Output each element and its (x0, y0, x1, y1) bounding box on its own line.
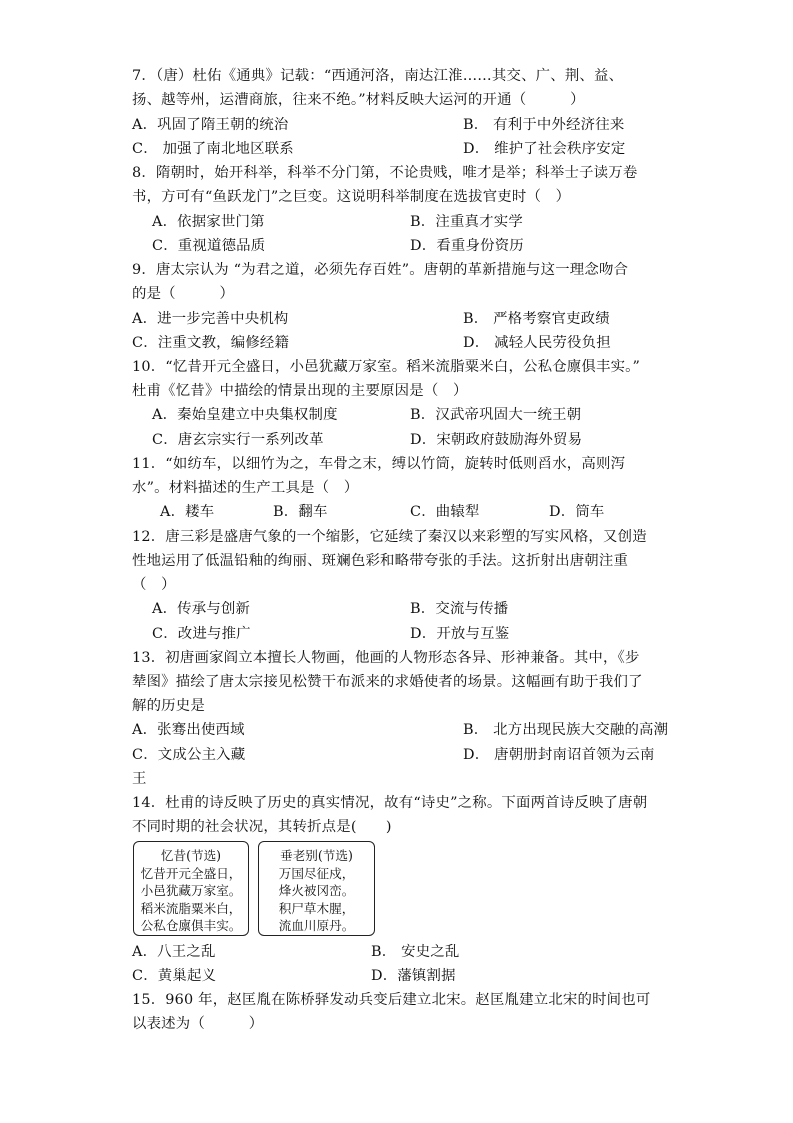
poem-line: 流血川原丹。 (278, 918, 355, 933)
q11-option-a: A．耧车 (160, 504, 215, 520)
q14-stem-line1: 14．杜甫的诗反映了历史的真实情况，故有“诗史”之称。下面两首诗反映了唐朝 (132, 795, 648, 811)
poem-line: 小邑犹藏万家室。 (140, 883, 242, 898)
q7-option-a: A．巩固了隋王朝的统治 (132, 117, 289, 133)
q7-stem-line1: 7．（唐）杜佑《通典》记载：“西通河洛，南达江淮……其交、广、荆、益、 (132, 68, 624, 84)
q13-option-c: C．文成公主入藏 (132, 747, 246, 763)
q10-option-c: C．唐玄宗实行一系列改革 (152, 432, 324, 448)
q10-option-a: A．秦始皇建立中央集权制度 (152, 407, 338, 423)
q11-option-d: D．筒车 (549, 504, 605, 520)
q14-option-c: C．黄巢起义 (132, 968, 217, 984)
q15-stem-line1: 15．960 年，赵匡胤在陈桥驿发动兵变后建立北宋。赵匡胤建立北宋的时间也可 (132, 992, 651, 1008)
poem-line: 稻米流脂粟米白， (140, 900, 242, 916)
q9-option-c: C．注重文教，编修经籍 (132, 335, 290, 351)
q8-option-b: B．注重真才实学 (410, 214, 523, 230)
q9-stem-line2: 的是（ ） (132, 286, 235, 302)
q9-option-a: A．进一步完善中央机构 (132, 311, 289, 327)
q7-option-c: C． 加强了南北地区联系 (132, 141, 294, 157)
q12-stem-line2: 性地运用了低温铅釉的绚丽、斑斓色彩和略带夸张的手法。这折射出唐朝注重 (132, 553, 629, 569)
q13-option-d-continued: 王 (132, 771, 147, 787)
poem-line: 公私仓廪俱丰实。 (140, 918, 242, 933)
q8-option-d: D．看重身份资历 (410, 238, 524, 254)
q10-stem-line2: 杜甫《忆昔》中描绘的情景出现的主要原因是（ ） (132, 383, 468, 399)
q13-stem-line1: 13．初唐画家阎立本擅长人物画，他画的人物形态各异、形神兼备。其中，《步 (132, 650, 640, 666)
q10-stem-line1: 10．“忆昔开元全盛日，小邑犹藏万家室。稻米流脂粟米白，公私仓廪俱丰实。” (132, 359, 641, 375)
poem-line: 烽火被冈峦。 (278, 883, 355, 898)
q7-option-b: B． 有利于中外经济往来 (463, 117, 625, 133)
poem-box-yixi (133, 841, 249, 936)
q9-option-b: B． 严格考察官吏政绩 (463, 311, 610, 327)
q14-stem-line2: 不同时期的社会状况，其转折点是( ) (132, 819, 392, 835)
q14-option-a: A．八王之乱 (132, 944, 216, 960)
q13-option-d: D． 唐朝册封南诏首领为云南 (463, 747, 655, 763)
q11-option-b: B．翻车 (273, 504, 328, 520)
q13-option-b: B． 北方出现民族大交融的高潮 (463, 722, 669, 738)
q7-option-d: D． 维护了社会秩序安定 (463, 141, 626, 157)
q14-option-d: D．藩镇割据 (371, 968, 456, 984)
q11-option-c: C．曲辕犁 (410, 504, 480, 520)
q8-option-a: A．依据家世门第 (152, 214, 265, 230)
q9-stem-line1: 9．唐太宗认为 “为君之道，必须先存百姓”。唐朝的革新措施与这一理念吻合 (132, 262, 629, 278)
q7-stem-line2: 扬、越等州，运漕商旅，往来不绝。”材料反映大运河的开通（ ） (132, 92, 585, 108)
poem-line: 积尸草木腥， (278, 900, 355, 916)
q13-stem-line3: 解的历史是 (132, 698, 205, 714)
q12-stem-line1: 12．唐三彩是盛唐气象的一个缩影，它延续了秦汉以来彩塑的写实风格，又创造 (132, 529, 647, 545)
q10-option-d: D．宋朝政府鼓励海外贸易 (410, 432, 583, 448)
q12-stem-line3: （ ） (132, 577, 176, 593)
poem-box-chuilaobie (258, 841, 375, 936)
q8-stem-line1: 8．隋朝时，始开科举，科举不分门第，不论贵贱，唯才是举；科举士子读万卷 (132, 165, 638, 181)
q9-option-d: D． 减轻人民劳役负担 (463, 335, 611, 351)
q12-option-c: C．改进与推广 (152, 626, 251, 642)
q12-option-a: A．传承与创新 (152, 601, 251, 617)
poem-line: 忆昔开元全盛日， (140, 865, 242, 881)
poem-title: 忆昔(节选) (160, 848, 222, 863)
q15-stem-line2: 以表述为（ ） (132, 1016, 264, 1032)
q11-stem-line2: 水”。材料描述的生产工具是（ ） (132, 480, 359, 496)
q14-option-b: B． 安史之乱 (371, 944, 460, 960)
q12-option-d: D．开放与互鉴 (410, 626, 510, 642)
q10-option-b: B．汉武帝巩固大一统王朝 (410, 407, 582, 423)
poem-line: 万国尽征戍， (278, 865, 355, 881)
poem-title: 垂老别(节选) (280, 848, 353, 863)
q13-stem-line2: 辇图》描绘了唐太宗接见松赞干布派来的求婚使者的场景。这幅画有助于我们了 (132, 674, 643, 690)
q8-option-c: C．重视道德品质 (152, 238, 266, 254)
q11-stem-line1: 11．“如纺车，以细竹为之，车骨之末，缚以竹筒，旋转时低则舀水，高则泻 (132, 456, 626, 472)
q13-option-a: A．张骞出使西域 (132, 722, 245, 738)
q12-option-b: B．交流与传播 (410, 601, 509, 617)
q8-stem-line2: 书，方可有“鱼跃龙门”之巨变。这说明科举制度在选拔官吏时（ ） (132, 189, 571, 205)
